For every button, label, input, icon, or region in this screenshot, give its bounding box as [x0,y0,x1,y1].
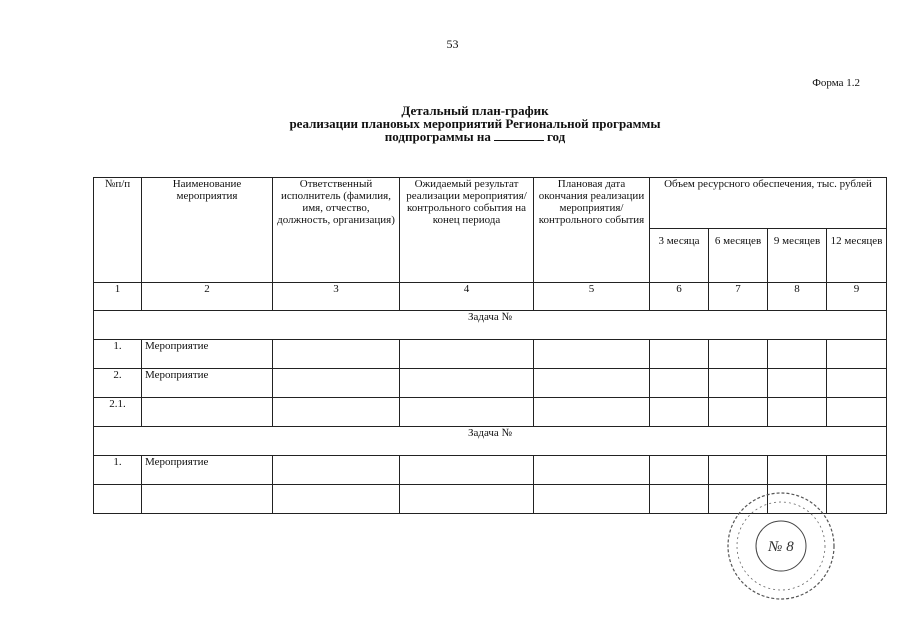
column-number: 3 [273,283,400,311]
title-line-3 [0,130,905,143]
column-number: 7 [709,283,768,311]
column-number: 8 [768,283,827,311]
header-period-3: 3 месяца [650,229,709,283]
document-title [0,104,905,143]
row-number: 1. [94,456,142,485]
seal-stamp [720,490,842,602]
column-number: 6 [650,283,709,311]
event-name: Мероприятие [142,340,273,369]
event-name: Мероприятие [142,369,273,398]
header-result: Ожидаемый результат реализации мероприятия/контрольного события на конец периода [400,178,534,283]
header-period-6: 6 месяцев [709,229,768,283]
header-name: Наименование мероприятия [142,178,273,283]
task-label: Задача № [94,311,887,340]
title-line-1: Детальный план-график [401,103,549,118]
task-label: Задача № [94,427,887,456]
header-num: №п/п [94,178,142,283]
header-date: Плановая дата окончания реализации мероприятия/контрольного события [534,178,650,283]
event-name [142,485,273,514]
row-number: 2. [94,369,142,398]
title-line-3-pre: подпрограммы на [384,129,491,144]
header-resources: Объем ресурсного обеспечения, тыс. рублей [650,178,887,229]
event-name [142,398,273,427]
row-number [94,485,142,514]
event-name: Мероприятие [142,456,273,485]
column-number: 5 [534,283,650,311]
page-number: 53 [446,37,459,51]
title-line-2: реализации плановых мероприятий Региональной программы [289,116,661,131]
stamp-text: № 8 [768,539,794,555]
column-number: 4 [400,283,534,311]
plan-table [93,177,887,514]
header-period-9: 9 месяцев [768,229,827,283]
year-blank [494,130,544,141]
title-line-3-post: год [546,129,566,144]
row-number: 1. [94,340,142,369]
column-number: 2 [142,283,273,311]
row-number: 2.1. [94,398,142,427]
column-number: 1 [94,283,142,311]
column-number: 9 [827,283,887,311]
header-period-12: 12 месяцев [827,229,887,283]
form-label: Форма 1.2 [812,77,860,89]
header-executor: Ответственный исполнитель (фамилия, имя, отчество, должность, организация) [273,178,400,283]
